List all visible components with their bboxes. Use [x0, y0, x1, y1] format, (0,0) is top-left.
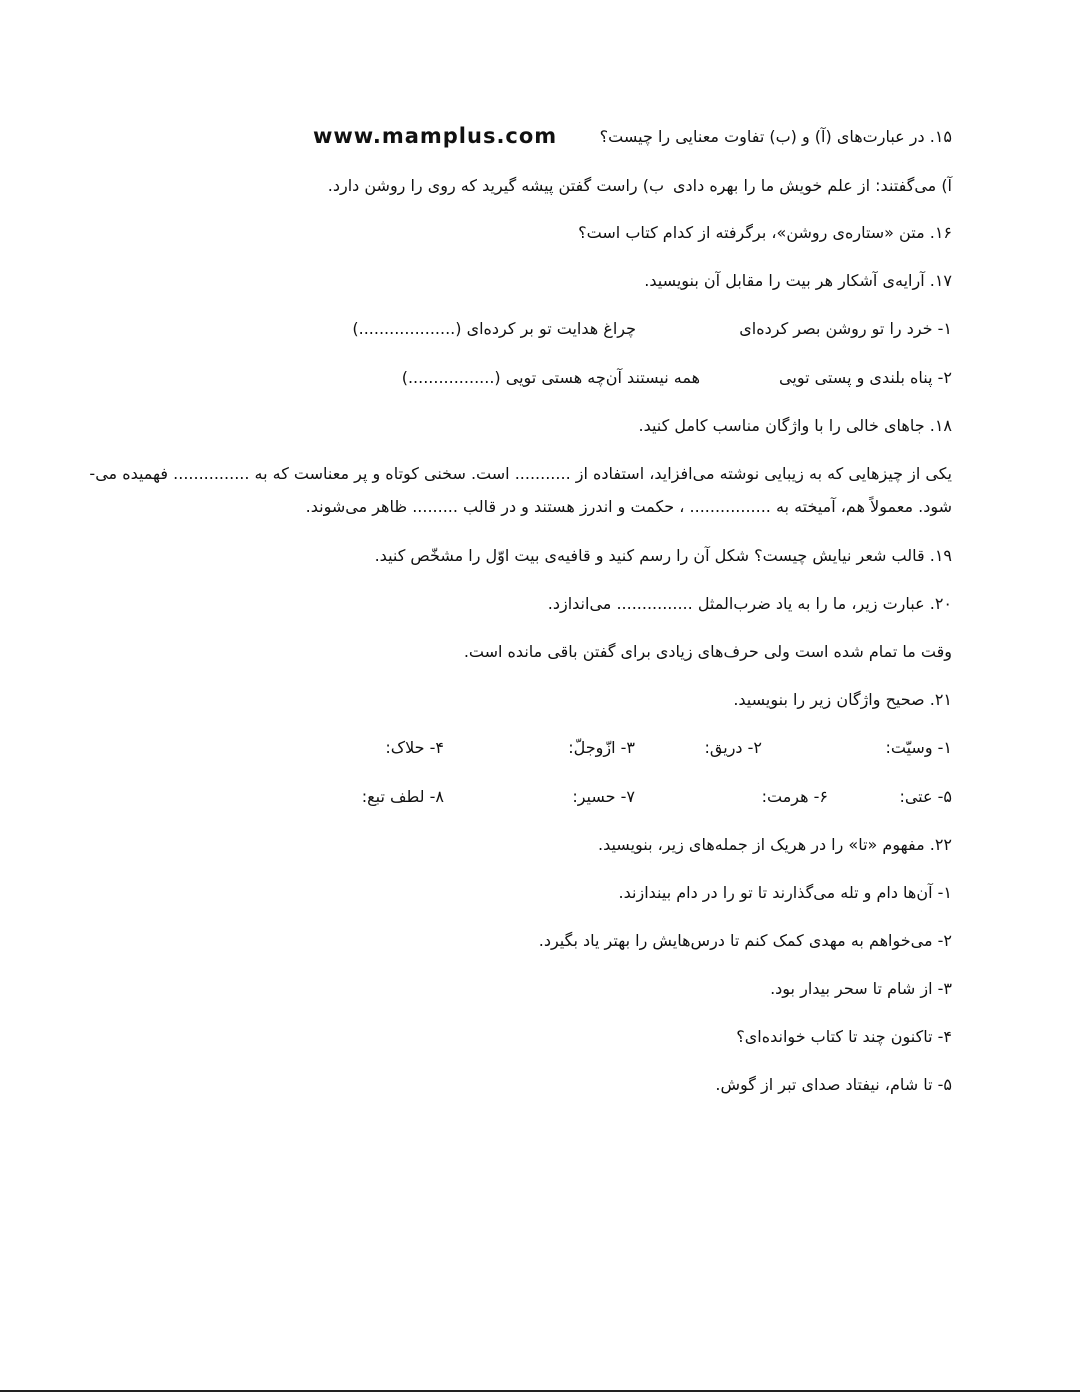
- verse-1-second-hemistich: چراغ هدایت تو بر کرده‌ای (...................): [352, 319, 636, 338]
- word-item-5: ۵- عتی:: [899, 787, 952, 806]
- word-item-1: ۱- وسیّت:: [885, 738, 952, 757]
- word-item-3: ۳- ازّوجلّ:: [568, 738, 635, 757]
- question-17-title: ۱۷. آرایه‌ی آشکار هر بیت را مقابل آن بنویسید.: [644, 271, 952, 290]
- question-22-title: ۲۲. مفهوم «تا» را در هریک از جمله‌های زیر، بنویسید.: [597, 835, 952, 854]
- word-item-6: ۶- هرمت:: [761, 787, 828, 806]
- verse-1-first-hemistich: ۱- خرد را تو روشن بصر کرده‌ای: [739, 319, 952, 338]
- word-item-4: ۴- حلاک:: [385, 738, 444, 757]
- website-watermark: www.mamplus.com: [313, 124, 558, 148]
- question-20-sentence: وقت ما تمام شده است ولی حرف‌های زیادی برای گفتن باقی مانده است.: [463, 642, 952, 661]
- question-22-item-2: ۲- می‌خواهم به مهدی کمک کنم تا درس‌هایش را بهتر یاد بگیرد.: [538, 931, 952, 950]
- question-16-title: ۱۶. متن «ستاره‌ی روشن»، برگرفته از کدام کتاب است؟: [578, 223, 952, 242]
- question-18-text-line-1: یکی از چیزهایی که به زیبایی نوشته می‌افزاید، استفاده از ........... است. سخنی کوتاه و پر معناست که به ............... فهمیده می-: [89, 464, 952, 483]
- question-22-item-5: ۵- تا شام، نیفتاد صدای تبر از گوش.: [715, 1075, 952, 1094]
- question-15-option-b: ب) راست گفتن پیشه گیرید که روی را روشن دارد.: [327, 176, 664, 195]
- question-18-text-line-2: شود. معمولاً هم، آمیخته به ................ ، حکمت و اندرز هستند و در قالب ......... ظاهر می‌شوند.: [305, 497, 952, 516]
- question-21-title: ۲۱. صحیح واژگان زیر را بنویسید.: [733, 690, 952, 709]
- word-item-8: ۸- لطف تبع:: [361, 787, 444, 806]
- question-18-title: ۱۸. جاهای خالی را با واژگان مناسب کامل کنید.: [638, 416, 952, 435]
- question-22-item-1: ۱- آن‌ها دام و تله می‌گذارند تا تو را در دام بیندازند.: [618, 883, 952, 902]
- question-22-item-3: ۳- از شام تا سحر بیدار بود.: [770, 979, 952, 998]
- question-22-item-4: ۴- تاکنون چند تا کتاب خوانده‌ای؟: [736, 1027, 952, 1046]
- question-15-option-a: آ) می‌گفتند: از علم خویش ما را بهره دادی: [673, 176, 952, 195]
- page-bottom-rule: [0, 1390, 1080, 1392]
- question-15-title: ۱۵. در عبارت‌های (آ) و (ب) تفاوت معنایی را چیست؟: [599, 127, 952, 146]
- question-19-title: ۱۹. قالب شعر نیایش چیست؟ شکل آن را رسم کنید و قافیه‌ی بیت اوّل را مشخّص کنید.: [374, 546, 952, 565]
- question-20-title: ۲۰. عبارت زیر، ما را به یاد ضرب‌المثل ............... می‌اندازد.: [547, 594, 952, 613]
- word-item-2: ۲- دریق:: [704, 738, 762, 757]
- verse-2-first-hemistich: ۲- پناه بلندی و پستی تویی: [779, 368, 952, 387]
- word-item-7: ۷- حسیر:: [572, 787, 635, 806]
- verse-2-second-hemistich: همه نیستند آن‌چه هستی تویی (.................): [401, 368, 700, 387]
